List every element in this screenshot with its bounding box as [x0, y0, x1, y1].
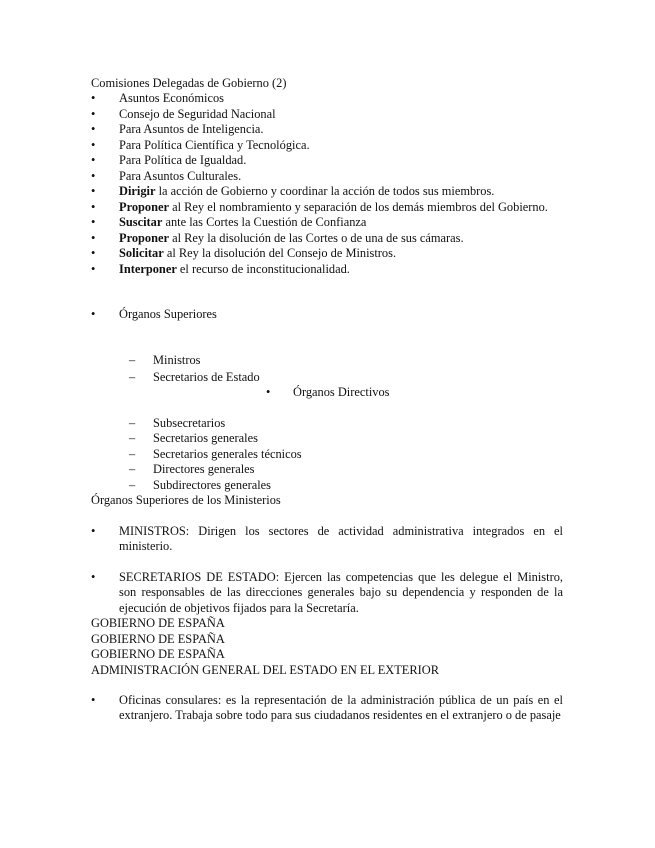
- gobierno-line: GOBIERNO DE ESPAÑA: [91, 631, 225, 646]
- funcion-verb: Suscitar: [119, 215, 163, 229]
- funcion-verb: Solicitar: [119, 246, 164, 260]
- bullet: •: [91, 199, 96, 214]
- comision-item: Asuntos Económicos: [119, 91, 224, 105]
- dash: –: [129, 446, 136, 461]
- ministros-paragraph: MINISTROS: Dirigen los sectores de actividad administrativa integrados en el ministerio.: [119, 524, 563, 554]
- ministerios-heading: Órganos Superiores de los Ministerios: [91, 493, 281, 507]
- gobierno-line: GOBIERNO DE ESPAÑA: [91, 616, 225, 630]
- bullet: •: [91, 153, 96, 167]
- dash: –: [129, 477, 136, 492]
- funcion-verb: Interponer: [119, 261, 177, 276]
- bullet: •: [91, 137, 96, 152]
- exterior-heading: ADMINISTRACIÓN GENERAL DEL ESTADO EN EL EXTERIOR: [91, 662, 439, 677]
- bullet: •: [91, 230, 96, 245]
- funcion-text: ante las Cortes la Cuestión de Confianza: [162, 215, 367, 229]
- organo-directivo-item: Secretarios generales técnicos: [153, 446, 302, 461]
- bullet: •: [91, 106, 96, 121]
- bullet: •: [91, 261, 96, 276]
- funcion-text: al Rey la disolución del Consejo de Ministros.: [163, 246, 397, 260]
- bullet: •: [91, 524, 96, 538]
- organos-directivos-label: Órganos Directivos: [293, 385, 390, 399]
- organo-directivo-item: Secretarios generales: [153, 431, 258, 445]
- organo-directivo-item: Subdirectores generales: [153, 477, 272, 492]
- bullet: •: [91, 693, 96, 707]
- secretarios-paragraph: SECRETARIOS DE ESTADO: Ejercen las competencias que les delegue el Ministro, son responsables de las direcciones generales bajo su dependencia y responden de la ejecución de objetivos fijados para la Secretaría.: [119, 570, 563, 615]
- dash: –: [129, 462, 136, 476]
- bullet: •: [91, 91, 96, 105]
- organo-directivo-item: Subsecretarios: [153, 415, 226, 430]
- funcion-verb: Proponer: [119, 199, 170, 214]
- bullet: •: [91, 215, 96, 229]
- dash: –: [129, 415, 136, 430]
- funcion-text: el recurso de inconstitucionalidad.: [176, 261, 350, 276]
- funcion-item: [119, 215, 366, 230]
- comisiones-heading: Comisiones Delegadas de Gobierno (2): [91, 76, 287, 90]
- comision-item: Para Asuntos de Inteligencia.: [119, 122, 264, 136]
- funcion-item: [119, 246, 396, 261]
- organo-superior-item: Secretarios de Estado: [153, 369, 260, 384]
- funcion-verb: Dirigir: [119, 184, 156, 198]
- funcion-text: al Rey la disolución de las Cortes o de una de sus cámaras.: [169, 230, 464, 245]
- funcion-text: al Rey el nombramiento y separación de los demás miembros del Gobierno.: [169, 199, 548, 214]
- comision-item: Para Asuntos Culturales.: [119, 168, 242, 183]
- bullet: •: [91, 307, 96, 321]
- funcion-verb: Proponer: [119, 230, 170, 245]
- comision-item: Para Política de Igualdad.: [119, 153, 247, 167]
- bullet: •: [91, 122, 96, 136]
- dash: –: [129, 431, 136, 445]
- dash: –: [129, 353, 136, 367]
- bullet: •: [91, 168, 96, 183]
- bullet: •: [266, 385, 271, 399]
- funcion-text: la acción de Gobierno y coordinar la acción de todos sus miembros.: [155, 184, 495, 198]
- comision-item: Consejo de Seguridad Nacional: [119, 106, 276, 121]
- funcion-item: [119, 184, 494, 199]
- dash: –: [129, 369, 136, 384]
- organos-superiores-label: Órganos Superiores: [119, 307, 217, 321]
- bullet: •: [91, 246, 96, 260]
- bullet: •: [91, 570, 96, 584]
- bullet: •: [91, 184, 96, 198]
- organo-directivo-item: Directores generales: [153, 462, 255, 476]
- gobierno-line: GOBIERNO DE ESPAÑA: [91, 647, 225, 661]
- comision-item: Para Política Científica y Tecnológica.: [119, 137, 310, 152]
- organo-superior-item: Ministros: [153, 353, 201, 367]
- oficinas-paragraph: Oficinas consulares: es la representación de la administración pública de un país en el extranjero. Trabaja sobre todo para sus ciudadanos residentes en el extranjero o de pasaje: [119, 693, 563, 723]
- funcion-item: [119, 200, 548, 215]
- funcion-item: [119, 262, 350, 277]
- funcion-item: [119, 231, 464, 246]
